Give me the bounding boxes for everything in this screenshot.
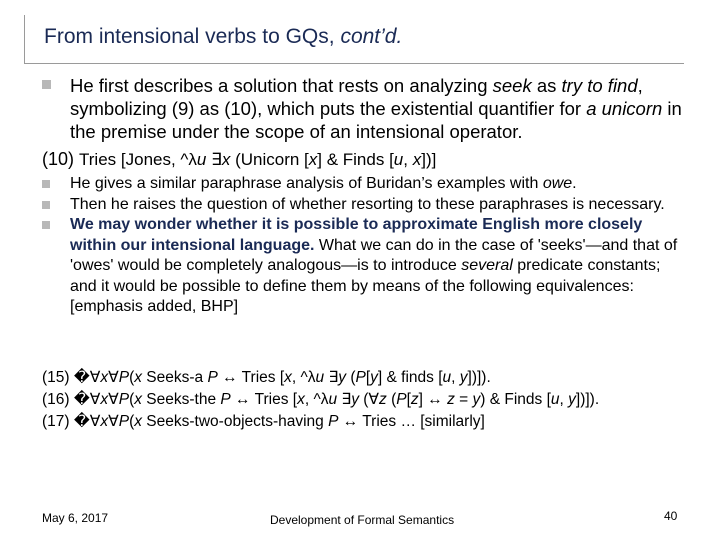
eq10-i2: x bbox=[221, 150, 231, 169]
eq16-t14: , bbox=[559, 391, 569, 408]
eq10-t6: ])] bbox=[421, 150, 437, 169]
eq15-i8: P bbox=[355, 369, 366, 386]
eq15-t1: (15) �∀ bbox=[42, 369, 101, 386]
eq15-t9: [ bbox=[365, 369, 371, 386]
bullet-item-1 bbox=[42, 74, 682, 143]
b1-italic-2: try to find bbox=[561, 75, 638, 96]
eq10-i4: u bbox=[393, 150, 404, 169]
eq10-t1: Tries [Jones, ^λ bbox=[79, 150, 197, 169]
eq16-i2: P bbox=[118, 391, 130, 408]
b4-text-2: predicate constants; and it would be possible to define them by means of the following equivalences: [emphasis added, BHP] bbox=[70, 257, 661, 315]
eq10-i3: x bbox=[308, 150, 318, 169]
b3-text-1: Then he raises the question of whether resorting to these paraphrases is necessary. bbox=[70, 195, 665, 213]
title-italic: cont’d. bbox=[340, 25, 403, 48]
eq17-t5: ↔ Tries … [similarly] bbox=[338, 413, 485, 430]
b4-italic-1: several bbox=[461, 257, 513, 274]
bullet-item-4 bbox=[42, 215, 682, 318]
eq10-t4: ] & Finds [ bbox=[317, 150, 394, 169]
eq15-t2: ∀ bbox=[108, 369, 119, 386]
eq10-i5: x bbox=[412, 150, 422, 169]
eq15-i9: y bbox=[370, 369, 378, 386]
eq15-i5: x bbox=[284, 369, 292, 386]
eq15-t10: ] & finds [ bbox=[377, 369, 443, 386]
square-bullet-icon bbox=[42, 180, 50, 188]
square-bullet-icon bbox=[42, 80, 51, 89]
eq15-t6: , ^λ bbox=[291, 369, 316, 386]
b1-text-3: , symbolizing (9) as (10), which puts the existential quantifier for bbox=[70, 75, 643, 119]
eq16-i8: z bbox=[379, 391, 387, 408]
eq16-i3: x bbox=[134, 391, 142, 408]
slide-body bbox=[42, 74, 682, 318]
square-bullet-icon bbox=[42, 221, 50, 229]
eq16-i10: z bbox=[410, 391, 419, 408]
bullet-item-2 bbox=[42, 174, 682, 195]
eq16-t12: = bbox=[454, 391, 473, 408]
eq17-i4: P bbox=[328, 413, 339, 430]
equation-15 bbox=[42, 367, 682, 389]
eq17-i2: P bbox=[118, 413, 130, 430]
b4-text-1: What we can do in the case of 'seeks'—and that of 'owes' would be completely analogous—is to introduce bbox=[70, 236, 678, 274]
eq16-t10: [ bbox=[406, 391, 411, 408]
footer-date: May 6, 2017 bbox=[42, 511, 109, 525]
eq16-i5: x bbox=[297, 391, 305, 408]
eq17-t4: Seeks-two-objects-having bbox=[142, 413, 329, 430]
eq16-t3: ( bbox=[129, 391, 135, 408]
equation-17 bbox=[42, 411, 682, 433]
eq15-i6: u bbox=[315, 369, 325, 386]
eq15-t11: , bbox=[451, 369, 460, 386]
bullet-item-3 bbox=[42, 195, 682, 216]
eq16-t1: (16) �∀ bbox=[42, 391, 101, 408]
eq15-t3: ( bbox=[129, 369, 135, 386]
equation-16 bbox=[42, 389, 682, 411]
eq16-i11: z bbox=[447, 391, 455, 408]
eq16-i13: u bbox=[550, 391, 560, 408]
equation-10 bbox=[42, 148, 682, 171]
eq16-i6: u bbox=[328, 391, 338, 408]
eq15-t12: ])]). bbox=[467, 369, 491, 386]
page-number: 40 bbox=[664, 509, 678, 523]
eq16-t2: ∀ bbox=[108, 391, 119, 408]
b2-text-2: . bbox=[572, 175, 577, 192]
eq16-i14: y bbox=[568, 391, 576, 408]
eq16-t9: ( bbox=[386, 391, 397, 408]
b1-text-2: as bbox=[531, 75, 562, 96]
eq16-i4: P bbox=[220, 391, 231, 408]
eq15-i1: x bbox=[100, 369, 109, 386]
eq16-i12: y bbox=[472, 391, 481, 408]
equivalences-block bbox=[42, 367, 682, 433]
eq16-t15: ])]). bbox=[575, 391, 600, 408]
eq10-label: (10) bbox=[42, 149, 80, 169]
eq17-t1: (17) �∀ bbox=[42, 413, 101, 430]
eq10-t2: ∃ bbox=[206, 150, 222, 169]
title-frame-horizontal-line bbox=[24, 63, 684, 64]
eq17-t3: ( bbox=[129, 413, 135, 430]
b2-italic-1: owe bbox=[542, 175, 573, 192]
eq16-i7: y bbox=[351, 391, 359, 408]
title-frame-vertical-line bbox=[24, 15, 25, 63]
slide-title bbox=[44, 25, 402, 49]
eq15-i11: y bbox=[459, 369, 468, 386]
eq16-i1: x bbox=[100, 391, 109, 408]
eq16-t13: ) & Finds [ bbox=[480, 391, 551, 408]
eq17-i1: x bbox=[100, 413, 109, 430]
eq15-t5: ↔ Tries [ bbox=[217, 369, 285, 386]
b1-text-4: in the premise under the scope of an intensional operator. bbox=[70, 98, 682, 142]
eq15-i4: P bbox=[207, 369, 218, 386]
eq10-t3: (Unicorn [ bbox=[230, 150, 309, 169]
footer-title: Development of Formal Semantics bbox=[270, 513, 455, 527]
eq10-t5: , bbox=[403, 150, 413, 169]
eq15-i3: x bbox=[134, 369, 142, 386]
b1-text-1: He first describes a solution that rests on analyzing bbox=[70, 75, 493, 96]
b4-emphasis: We may wonder whether it is possible to approximate English more closely within our intensional language. bbox=[70, 216, 643, 254]
eq17-t2: ∀ bbox=[108, 413, 119, 430]
b1-italic-1: seek bbox=[492, 75, 532, 96]
square-bullet-icon bbox=[42, 201, 50, 209]
eq16-t7: ∃ bbox=[337, 391, 352, 408]
eq15-i10: u bbox=[442, 369, 452, 386]
b1-italic-3: a unicorn bbox=[586, 98, 663, 119]
eq16-t11: ] ↔ bbox=[418, 391, 448, 408]
eq15-i2: P bbox=[118, 369, 130, 386]
eq16-t4: Seeks-the bbox=[142, 391, 221, 408]
eq15-i7: y bbox=[338, 369, 347, 386]
eq15-t4: Seeks-a bbox=[142, 369, 208, 386]
eq16-t8: (∀ bbox=[358, 391, 380, 408]
eq17-i3: x bbox=[134, 413, 142, 430]
eq16-i9: P bbox=[396, 391, 407, 408]
eq10-i1: u bbox=[196, 150, 207, 169]
eq16-t6: , ^λ bbox=[304, 391, 329, 408]
eq16-t5: ↔ Tries [ bbox=[230, 391, 298, 408]
eq15-t7: ∃ bbox=[324, 369, 339, 386]
b2-text-1: He gives a similar paraphrase analysis of Buridan’s examples with bbox=[70, 175, 543, 192]
title-main: From intensional verbs to GQs, bbox=[44, 25, 341, 48]
eq15-t8: ( bbox=[346, 369, 356, 386]
